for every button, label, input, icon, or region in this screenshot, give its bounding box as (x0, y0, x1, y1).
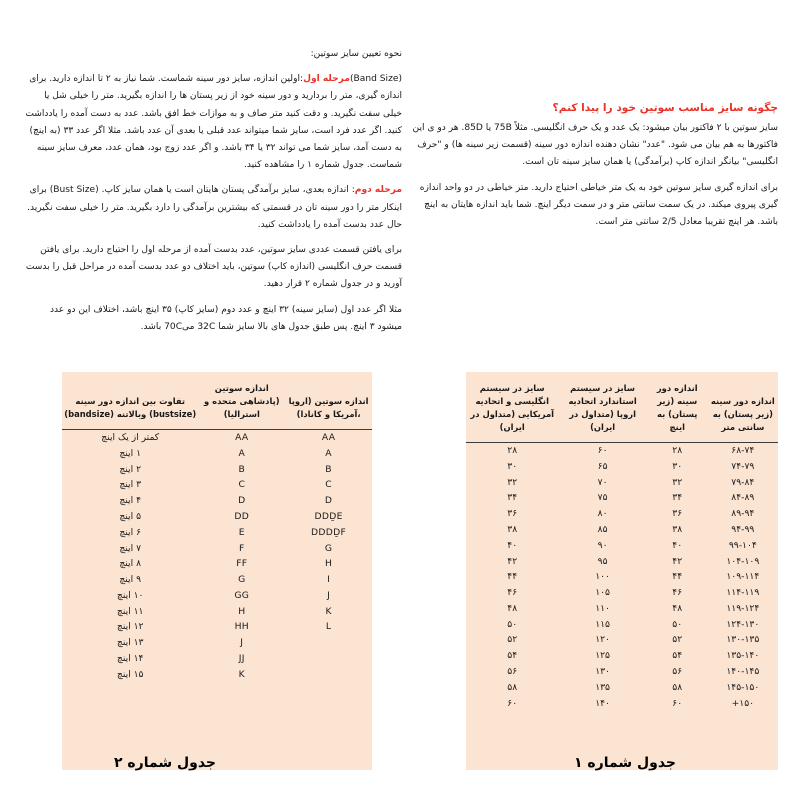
table-row (62, 540, 372, 556)
table-1-cell: ۳۴ (507, 492, 518, 504)
table-1-cell: ۴۴ (672, 571, 683, 583)
table-1-cell: ۱۰۵ (595, 587, 610, 599)
table-1-col-1: اندازه دور سینه (زیر پستان) به اینچ (647, 372, 708, 443)
table-2-cell: ۵ اینچ (119, 511, 142, 522)
table-2-cell: H (324, 558, 333, 570)
table-2-caption: جدول شماره ۲ (113, 755, 217, 771)
table-1-cell: ۳۲ (507, 476, 518, 488)
left-text-column (24, 46, 402, 336)
right-paragraph-2-body: برای اندازه گیری سایز سوتین خود به یک متر خیاطی احتیاج دارید. متر خیاطی در دو واحد اندازه گیری پیروی میکند. در یک سمت سانتی متر و در سمت دیگر اینچ. شما باید اندازه هایتان به اینچ باشد. هر اینچ تقریبا معادل 2/5 سانتی متر است. (419, 182, 778, 228)
table-row (466, 680, 778, 696)
table-1-cell: ۴۰ (672, 539, 683, 551)
table-2-cell: ۴ اینچ (119, 495, 142, 507)
table-1-cell: ۵۶ (672, 666, 683, 678)
table-1-cell: ۶۵ (597, 460, 608, 472)
table-2-cell: ۱۴ اینچ (116, 653, 144, 665)
step-one-lead: مرحله اول (303, 74, 350, 85)
table-2-cell: G (238, 574, 246, 586)
table-row (62, 651, 372, 667)
table-row (62, 477, 372, 493)
table-row (62, 572, 372, 588)
right-text-column (412, 100, 778, 231)
table-1-cell: ۵۶ (507, 666, 518, 678)
table-2-cell: J (240, 637, 244, 649)
table-2-cell: L (325, 621, 332, 633)
table-2-cell: F (239, 542, 245, 554)
table-1-header-row (466, 372, 778, 443)
table-1-cell: ۱۰۹-۱۱۴ (726, 571, 760, 583)
table-2-col-0: اندازه سوتین (اروپا ،آمریکا و کانادا) (285, 372, 372, 430)
table-row (466, 475, 778, 491)
table-2-col-2: تفاوت بین اندازه دور سینه (bustsize) وبالاتنه (bandsize) (62, 372, 198, 430)
table-2-cell: DD (234, 511, 250, 522)
table-1-cell: ۱۳۵-۱۴۰ (726, 650, 760, 662)
table-1-cell: ۵۲ (672, 634, 683, 646)
table-row (62, 509, 372, 525)
table-1-cell: ۴۴ (507, 571, 518, 583)
table-row (466, 553, 778, 569)
table-row (62, 525, 372, 541)
table-1-cell: ۱۲۴-۱۳۰ (726, 618, 760, 630)
table-2-cell: A (238, 447, 246, 459)
table-row (466, 648, 778, 664)
table-1-cell: ۱۰۰ (595, 571, 610, 583)
table-1-cell: ۵۴ (672, 650, 683, 662)
table-1-cell: ۴۰ (507, 539, 518, 551)
right-paragraph-1: سایز سوتین با ۲ فاکتور بیان میشود: یک عدد و یک حرف انگلیسی. مثلاً 75B یا 85D. هر دو ی این فاکتورها به هم بیان می شود. "عدد" نشان دهنده اندازه دور سینه (قسمت زیر سینه ها) و "حرف انگلیسی" بیانگر اندازه کاپ (برآمدگی) یا همان سایز سینه تان است. (412, 123, 778, 168)
size-table-1 (466, 372, 778, 711)
table-row (466, 490, 778, 506)
table-1-col-3: سایز در سیستم انگلیسی و اتحادیه آمریکایی (متداول در ایران) (466, 372, 558, 443)
table-1-cell: ۷۹-۸۴ (731, 476, 755, 488)
table-row (466, 601, 778, 617)
table-2-cell: ۶ اینچ (119, 526, 142, 538)
table-row (466, 664, 778, 680)
table-2-cell: ۱۵ اینچ (116, 668, 144, 680)
table-2-card (62, 372, 372, 770)
table-1-cell: ۱۴۰ (595, 697, 610, 709)
table-1-cell: ۴۲ (672, 555, 683, 567)
left-column-title: نحوه تعیین سایز سوتین: (310, 49, 402, 59)
table-2-cell: ۱۲ اینچ (116, 621, 144, 633)
table-1-cell: ۱۵۰+ (731, 697, 755, 709)
table-row (466, 506, 778, 522)
table-1-cell: ۳۰ (672, 460, 683, 472)
table-2-cell: FF (236, 558, 248, 570)
table-1-cell: ۷۴-۷۹ (731, 460, 755, 472)
table-row (466, 569, 778, 585)
table-row (466, 538, 778, 554)
table-1-cell: ۵۰ (507, 618, 518, 630)
table-row (62, 588, 372, 604)
table-row (466, 443, 778, 459)
table-1-cell: ۸۵ (597, 524, 608, 535)
bust-size-paren: (Bust Size) (49, 185, 99, 196)
table-1-cell: ۱۳۰-۱۳۵ (726, 634, 760, 646)
table-row (62, 430, 372, 446)
table-2-cell: K (325, 605, 332, 617)
table-2-cell: ۱۳ اینچ (116, 637, 144, 649)
left-paragraph-1-body: شما نیاز به ۲ تا اندازه دارید. برای اندازه گیری، متر را بردارید و دور سینه خود از زیر پستان ها را اندازه بگیرید. متر را خیلی شل یا خیلی سفت نگیرید. و دقت کنید متر صاف و به موازات خط افق باشد. عدد به دست آمده را یادداشت کنید. اگر عدد فرد است، سایز شما میتواند عدد قبلی یا بعدی آن عدد باشد. مثلا اگر عدد ۳۳ (به اینچ) به دست آمد، سایز شما می تواند ۳۲ یا ۳۴ باشد. و اگر عدد زوج بود، همان عدد، معرف سایز سینه شماست. جدول شماره ۱ را مشاهده کنید. (25, 74, 402, 171)
table-row (466, 696, 778, 712)
step-one-lead-suffix: :اولین اندازه، سایز دور سینه شماست. (157, 74, 304, 85)
table-2-cell: AA (321, 432, 336, 444)
table-1-cell: ۵۸ (507, 681, 518, 693)
table-1-cell: ۲۸ (507, 445, 518, 457)
table-1-cell: ۹۹-۱۰۴ (728, 539, 757, 551)
size-table-2 (62, 372, 372, 683)
table-1-cell: ۷۵ (597, 492, 608, 504)
table-2-cell: D (324, 495, 333, 507)
band-size-paren: (Band Size) (349, 74, 402, 85)
table-2-cell: D (238, 495, 246, 507)
table-2-cell: B (325, 463, 332, 475)
table-2-cell: کمتر از یک اینچ (101, 432, 160, 444)
table-1-caption: جدول شماره ۱ (573, 755, 677, 771)
table-1-cell: ۱۲۵ (595, 650, 610, 662)
table-2-cell: GG (234, 589, 250, 601)
table-2-cell: DDDḎF (311, 526, 347, 538)
table-1-col-2: سایز در سیستم استاندارد اتحادیه اروپا (متداول در ایران) (558, 372, 646, 443)
table-1-cell: ۷۰ (597, 476, 608, 488)
table-1-cell: ۴۶ (507, 587, 518, 599)
table-1-cell: ۱۲۰ (595, 634, 610, 646)
table-2-cell: A (325, 447, 332, 459)
table-row (62, 462, 372, 478)
table-1-cell: ۳۶ (672, 508, 683, 520)
table-1-cell: ۱۱۴-۱۱۹ (726, 587, 760, 599)
table-row (62, 604, 372, 620)
table-1-cell: ۱۰۴-۱۰۹ (726, 555, 760, 567)
table-1-cell: ۱۳۰ (595, 666, 610, 678)
table-1-cell: ۸۹-۹۴ (731, 508, 755, 520)
left-paragraph-1 (24, 71, 402, 174)
table-1-cell: ۶۸-۷۴ (731, 445, 755, 457)
table-row (62, 619, 372, 635)
table-2-cell: I (327, 574, 331, 586)
table-2-cell (285, 635, 372, 651)
table-1-cell: ۳۴ (672, 492, 683, 504)
table-row (62, 556, 372, 572)
table-1-cell: ۵۲ (507, 634, 518, 646)
left-paragraph-2-body: برای اینکار متر را دور سینه تان در قسمتی که بیشترین برآمدگی را دارد بگیرید. متر را خیلی سفت نگیرید. حال عدد بدست آمده را یادداشت کنید. (27, 185, 402, 230)
table-1-cell: ۱۴۰-۱۴۵ (726, 666, 760, 678)
table-2-cell (285, 667, 372, 683)
table-2-cell: H (238, 605, 246, 617)
table-1-cell: ۹۰ (597, 539, 608, 551)
table-2-cell: HH (234, 621, 250, 633)
table-1-cell: ۶۰ (597, 445, 608, 457)
table-1-cell: ۴۲ (507, 555, 518, 567)
right-column-title: چگونه سایز مناسب سوتین خود را پیدا کنم؟ (552, 102, 778, 114)
table-1-card (466, 372, 778, 770)
table-1-cell: ۶۰ (672, 697, 683, 709)
table-2-cell: ۳ اینچ (119, 479, 142, 491)
table-2-cell: ۲ اینچ (119, 463, 142, 475)
table-row (466, 522, 778, 538)
table-1-cell: ۵۰ (672, 618, 683, 630)
table-1-cell: ۴۸ (507, 602, 518, 614)
table-1-cell: ۵۸ (672, 681, 683, 693)
table-2-cell: C (325, 479, 332, 491)
table-2-cell: ۷ اینچ (119, 542, 142, 554)
table-row (62, 446, 372, 462)
table-1-cell: ۴۶ (672, 587, 683, 599)
table-1-cell: ۱۱۰ (595, 602, 610, 614)
table-row (62, 635, 372, 651)
table-2-cell: DDḎE (314, 511, 343, 522)
table-2-cell: AA (235, 432, 249, 444)
table-2-cell: C (238, 479, 246, 491)
table-2-cell: ۱۱ اینچ (116, 605, 144, 617)
table-2-cell: G (324, 542, 333, 554)
left-paragraph-2 (24, 182, 402, 234)
table-1-cell: ۳۲ (672, 476, 683, 488)
table-1-cell: ۶۰ (507, 697, 518, 709)
table-row (466, 617, 778, 633)
table-1-cell: ۱۳۵ (595, 681, 610, 693)
table-1-cell: ۳۸ (507, 524, 518, 535)
table-row (466, 585, 778, 601)
table-1-cell: ۹۴-۹۹ (731, 524, 755, 535)
right-paragraph-2 (412, 180, 778, 232)
table-2-cell (285, 651, 372, 667)
table-2-cell: ۹ اینچ (119, 574, 142, 586)
left-paragraph-4: مثلا اگر عدد اول (سایز سینه) ۳۲ اینچ و عدد دوم (سایز کاپ) ۳۵ اینچ باشد، اختلاف این دو عدد میشود ۳ اینچ. پس طبق جدول های بالا سایز شما 32C می70C باشد. (49, 304, 402, 332)
table-1-cell: ۴۸ (672, 602, 683, 614)
table-1-cell: ۳۸ (672, 524, 683, 535)
table-2-cell: E (238, 526, 245, 538)
table-2-col-1: اندازه سوتین (پادشاهی متحده و استرالیا) (198, 372, 285, 430)
table-2-cell: K (238, 668, 245, 680)
table-row (62, 667, 372, 683)
step-two-lead: مرحله دوم (354, 185, 402, 196)
table-row (62, 493, 372, 509)
table-1-col-0: اندازه دور سینه (زیر پستان) به سانتی متر (708, 372, 778, 443)
table-2-cell: ۸ اینچ (119, 558, 142, 570)
table-2-cell: ۱ اینچ (119, 447, 142, 459)
table-1-cell: ۱۱۵ (595, 618, 610, 630)
table-1-cell: ۹۵ (597, 555, 608, 567)
table-2-cell: B (238, 463, 246, 475)
table-2-cell: ۱۰ اینچ (116, 589, 144, 601)
table-1-cell: ۸۴-۸۹ (731, 492, 755, 504)
table-1-cell: ۳۶ (507, 508, 518, 520)
table-1-cell: ۲۸ (672, 445, 683, 457)
left-paragraph-3: برای یافتن قسمت عددی سایز سوتین، عدد بدست آمده از مرحله اول را احتیاج دارید. برای یافتن قسمت حرف انگلیسی (اندازه کاپ) سوتین، باید اختلاف دو عدد بدست آمده در مراحل قبل را بدست آورید و در جدول شماره ۲ قرار دهید. (25, 245, 402, 290)
table-1-cell: ۸۰ (597, 508, 608, 520)
table-2-cell: JJ (238, 653, 245, 665)
table-row (466, 459, 778, 475)
table-1-cell: ۱۴۵-۱۵۰ (726, 681, 760, 693)
table-1-cell: ۳۰ (507, 460, 518, 472)
step-two-lead-suffix: : اندازه بعدی، سایز برآمدگی پستان هایتان است یا همان سایز کاپ. (101, 185, 355, 196)
table-1-cell: ۱۱۹-۱۲۴ (726, 602, 760, 614)
table-1-cell: ۵۴ (507, 650, 518, 662)
table-2-cell: J (327, 589, 331, 601)
table-2-header-row (62, 372, 372, 430)
table-row (466, 632, 778, 648)
